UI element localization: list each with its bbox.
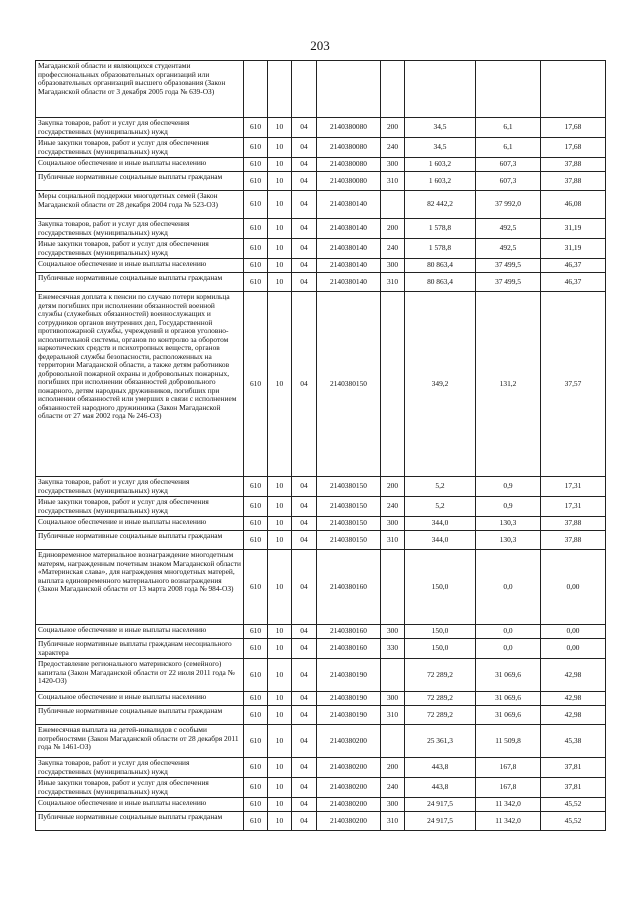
table-row bbox=[36, 477, 606, 497]
execution-percent bbox=[541, 61, 606, 118]
section-code: 10 bbox=[268, 812, 292, 831]
row-name: Социальное обеспечение и иные выплаты населению bbox=[36, 158, 244, 172]
row-name: Закупка товаров, работ и услуг для обеспечения государственных (муниципальных) нужд bbox=[36, 118, 244, 138]
admin-code: 610 bbox=[244, 497, 268, 517]
admin-code: 610 bbox=[244, 239, 268, 259]
subsection-code: 04 bbox=[292, 273, 317, 292]
executed-amount: 130,3 bbox=[476, 531, 541, 550]
row-name: Меры социальной поддержки многодетных семей (Закон Магаданской области от 28 декабря 2004 года № 523-ОЗ) bbox=[36, 191, 244, 219]
page-number: 203 bbox=[310, 38, 330, 53]
admin-code: 610 bbox=[244, 292, 268, 477]
expense-type-code: 300 bbox=[381, 517, 405, 531]
planned-amount: 443,8 bbox=[405, 758, 476, 778]
executed-amount: 167,8 bbox=[476, 778, 541, 798]
admin-code: 610 bbox=[244, 550, 268, 625]
executed-amount: 37 992,0 bbox=[476, 191, 541, 219]
planned-amount: 72 289,2 bbox=[405, 706, 476, 725]
admin-code: 610 bbox=[244, 138, 268, 158]
row-name: Публичные нормативные социальные выплаты гражданам bbox=[36, 706, 244, 725]
section-code: 10 bbox=[268, 778, 292, 798]
table-row bbox=[36, 706, 606, 725]
admin-code: 610 bbox=[244, 118, 268, 138]
table-row bbox=[36, 172, 606, 191]
execution-percent: 37,88 bbox=[541, 158, 606, 172]
target-article-code: 2140380160 bbox=[317, 639, 381, 659]
executed-amount: 31 069,6 bbox=[476, 659, 541, 692]
row-name: Социальное обеспечение и иные выплаты населению bbox=[36, 798, 244, 812]
section-code bbox=[268, 61, 292, 118]
executed-amount: 0,9 bbox=[476, 497, 541, 517]
executed-amount: 167,8 bbox=[476, 758, 541, 778]
admin-code: 610 bbox=[244, 692, 268, 706]
admin-code: 610 bbox=[244, 172, 268, 191]
planned-amount: 5,2 bbox=[405, 497, 476, 517]
table-row bbox=[36, 692, 606, 706]
execution-percent: 0,00 bbox=[541, 550, 606, 625]
subsection-code: 04 bbox=[292, 292, 317, 477]
admin-code: 610 bbox=[244, 725, 268, 758]
section-code: 10 bbox=[268, 798, 292, 812]
target-article-code: 2140380150 bbox=[317, 517, 381, 531]
execution-percent: 37,57 bbox=[541, 292, 606, 477]
planned-amount: 344,0 bbox=[405, 531, 476, 550]
target-article-code: 2140380080 bbox=[317, 172, 381, 191]
expense-type-code: 330 bbox=[381, 639, 405, 659]
row-name: Социальное обеспечение и иные выплаты населению bbox=[36, 692, 244, 706]
table-row bbox=[36, 273, 606, 292]
table-row bbox=[36, 219, 606, 239]
section-code: 10 bbox=[268, 639, 292, 659]
row-name: Иные закупки товаров, работ и услуг для обеспечения государственных (муниципальных) нужд bbox=[36, 497, 244, 517]
subsection-code: 04 bbox=[292, 172, 317, 191]
table-row bbox=[36, 239, 606, 259]
row-name: Иные закупки товаров, работ и услуг для обеспечения государственных (муниципальных) нужд bbox=[36, 778, 244, 798]
subsection-code: 04 bbox=[292, 191, 317, 219]
executed-amount: 6,1 bbox=[476, 138, 541, 158]
planned-amount: 72 289,2 bbox=[405, 692, 476, 706]
subsection-code: 04 bbox=[292, 550, 317, 625]
section-code: 10 bbox=[268, 659, 292, 692]
executed-amount: 11 342,0 bbox=[476, 798, 541, 812]
admin-code: 610 bbox=[244, 706, 268, 725]
target-article-code: 2140380140 bbox=[317, 219, 381, 239]
target-article-code: 2140380190 bbox=[317, 706, 381, 725]
planned-amount: 72 289,2 bbox=[405, 659, 476, 692]
planned-amount: 34,5 bbox=[405, 138, 476, 158]
executed-amount: 607,3 bbox=[476, 172, 541, 191]
section-code: 10 bbox=[268, 531, 292, 550]
admin-code: 610 bbox=[244, 798, 268, 812]
table-row bbox=[36, 778, 606, 798]
target-article-code: 2140380140 bbox=[317, 239, 381, 259]
row-name: Публичные нормативные социальные выплаты гражданам bbox=[36, 273, 244, 292]
expense-type-code: 300 bbox=[381, 158, 405, 172]
planned-amount: 1 603,2 bbox=[405, 158, 476, 172]
section-code: 10 bbox=[268, 239, 292, 259]
row-name: Единовременное материальное вознаграждение многодетным матерям, награжденным почетным знаком Магаданской области «Материнская слава», для награждения многодетных матерей, выплата единовременного материального вознаграждения (Закон Магаданской области от 13 марта 2008 года № 984-ОЗ) bbox=[36, 550, 244, 625]
subsection-code: 04 bbox=[292, 497, 317, 517]
target-article-code: 2140380150 bbox=[317, 292, 381, 477]
section-code: 10 bbox=[268, 138, 292, 158]
admin-code bbox=[244, 61, 268, 118]
executed-amount: 607,3 bbox=[476, 158, 541, 172]
execution-percent: 31,19 bbox=[541, 219, 606, 239]
target-article-code: 2140380080 bbox=[317, 158, 381, 172]
expense-type-code: 240 bbox=[381, 497, 405, 517]
admin-code: 610 bbox=[244, 259, 268, 273]
table-row bbox=[36, 725, 606, 758]
executed-amount: 37 499,5 bbox=[476, 259, 541, 273]
planned-amount: 5,2 bbox=[405, 477, 476, 497]
execution-percent: 37,88 bbox=[541, 517, 606, 531]
expense-type-code: 200 bbox=[381, 219, 405, 239]
expense-type-code bbox=[381, 292, 405, 477]
expense-type-code: 300 bbox=[381, 259, 405, 273]
execution-percent: 42,98 bbox=[541, 706, 606, 725]
target-article-code: 2140380200 bbox=[317, 798, 381, 812]
executed-amount: 6,1 bbox=[476, 118, 541, 138]
subsection-code bbox=[292, 61, 317, 118]
admin-code: 610 bbox=[244, 758, 268, 778]
target-article-code: 2140380160 bbox=[317, 625, 381, 639]
row-name: Ежемесячная доплата к пенсии по случаю потери кормильца детям погибших при исполнении обязанностей военной службы (служебных обязанностей) военнослужащих и сотрудников органов внутренних дел, Государственной противопожарной службы, учреждений и органов уголовно-исполнительной системы, органов по контролю за оборотом наркотических средств и психотропных веществ, органов федеральной службы безопасности, расположенных на территории Магаданской области, а также детям работников добровольной пожарной охраны и добровольных пожарных, погибших при исполнении обязанностей добровольного пожарного, детям народных дружинников, погибших при исполнении обязанностей или умерших в связи с исполнением обязанностей народного дружинника (Закон Магаданской области от 27 мая 2002 года № 246-ОЗ) bbox=[36, 292, 244, 477]
section-code: 10 bbox=[268, 477, 292, 497]
executed-amount: 0,0 bbox=[476, 639, 541, 659]
planned-amount bbox=[405, 61, 476, 118]
executed-amount: 11 342,0 bbox=[476, 812, 541, 831]
planned-amount: 80 863,4 bbox=[405, 259, 476, 273]
budget-table bbox=[35, 60, 606, 831]
section-code: 10 bbox=[268, 191, 292, 219]
planned-amount: 150,0 bbox=[405, 639, 476, 659]
table-row bbox=[36, 798, 606, 812]
section-code: 10 bbox=[268, 259, 292, 273]
planned-amount: 80 863,4 bbox=[405, 273, 476, 292]
execution-percent: 37,81 bbox=[541, 758, 606, 778]
target-article-code: 2140380190 bbox=[317, 692, 381, 706]
expense-type-code bbox=[381, 191, 405, 219]
row-name: Ежемесячная выплата на детей-инвалидов с особыми потребностями (Закон Магаданской области от 28 декабря 2011 года № 1461-ОЗ) bbox=[36, 725, 244, 758]
section-code: 10 bbox=[268, 273, 292, 292]
target-article-code: 2140380200 bbox=[317, 758, 381, 778]
execution-percent: 0,00 bbox=[541, 625, 606, 639]
target-article-code: 2140380200 bbox=[317, 725, 381, 758]
target-article-code: 2140380190 bbox=[317, 659, 381, 692]
subsection-code: 04 bbox=[292, 706, 317, 725]
executed-amount: 130,3 bbox=[476, 517, 541, 531]
admin-code: 610 bbox=[244, 531, 268, 550]
section-code: 10 bbox=[268, 550, 292, 625]
table-row bbox=[36, 138, 606, 158]
planned-amount: 443,8 bbox=[405, 778, 476, 798]
expense-type-code: 300 bbox=[381, 625, 405, 639]
execution-percent: 31,19 bbox=[541, 239, 606, 259]
planned-amount: 1 578,8 bbox=[405, 219, 476, 239]
execution-percent: 46,08 bbox=[541, 191, 606, 219]
expense-type-code: 240 bbox=[381, 239, 405, 259]
row-name: Закупка товаров, работ и услуг для обеспечения государственных (муниципальных) нужд bbox=[36, 758, 244, 778]
subsection-code: 04 bbox=[292, 158, 317, 172]
execution-percent: 37,88 bbox=[541, 531, 606, 550]
subsection-code: 04 bbox=[292, 219, 317, 239]
row-name: Предоставление регионального материнского (семейного) капитала (Закон Магаданской области от 22 июля 2011 года № 1420-ОЗ) bbox=[36, 659, 244, 692]
admin-code: 610 bbox=[244, 812, 268, 831]
row-name: Социальное обеспечение и иные выплаты населению bbox=[36, 517, 244, 531]
execution-percent: 46,37 bbox=[541, 259, 606, 273]
planned-amount: 349,2 bbox=[405, 292, 476, 477]
planned-amount: 344,0 bbox=[405, 517, 476, 531]
executed-amount: 0,0 bbox=[476, 625, 541, 639]
executed-amount: 31 069,6 bbox=[476, 706, 541, 725]
execution-percent: 17,68 bbox=[541, 118, 606, 138]
expense-type-code: 200 bbox=[381, 477, 405, 497]
section-code: 10 bbox=[268, 758, 292, 778]
target-article-code: 2140380160 bbox=[317, 550, 381, 625]
expense-type-code: 300 bbox=[381, 692, 405, 706]
section-code: 10 bbox=[268, 158, 292, 172]
target-article-code: 2140380150 bbox=[317, 497, 381, 517]
admin-code: 610 bbox=[244, 191, 268, 219]
subsection-code: 04 bbox=[292, 625, 317, 639]
admin-code: 610 bbox=[244, 517, 268, 531]
table-row bbox=[36, 191, 606, 219]
row-name: Публичные нормативные социальные выплаты гражданам bbox=[36, 531, 244, 550]
executed-amount: 131,2 bbox=[476, 292, 541, 477]
row-name: Социальное обеспечение и иные выплаты населению bbox=[36, 625, 244, 639]
section-code: 10 bbox=[268, 625, 292, 639]
execution-percent: 42,98 bbox=[541, 692, 606, 706]
table-row bbox=[36, 659, 606, 692]
target-article-code: 2140380140 bbox=[317, 259, 381, 273]
expense-type-code: 300 bbox=[381, 798, 405, 812]
section-code: 10 bbox=[268, 497, 292, 517]
row-name: Закупка товаров, работ и услуг для обеспечения государственных (муниципальных) нужд bbox=[36, 219, 244, 239]
table-row bbox=[36, 158, 606, 172]
subsection-code: 04 bbox=[292, 517, 317, 531]
execution-percent: 0,00 bbox=[541, 639, 606, 659]
table-row bbox=[36, 61, 606, 118]
section-code: 10 bbox=[268, 692, 292, 706]
section-code: 10 bbox=[268, 706, 292, 725]
table-row bbox=[36, 625, 606, 639]
expense-type-code: 310 bbox=[381, 172, 405, 191]
target-article-code: 2140380200 bbox=[317, 812, 381, 831]
admin-code: 610 bbox=[244, 158, 268, 172]
row-name: Публичные нормативные выплаты гражданам несоциального характера bbox=[36, 639, 244, 659]
executed-amount bbox=[476, 61, 541, 118]
execution-percent: 45,52 bbox=[541, 798, 606, 812]
section-code: 10 bbox=[268, 118, 292, 138]
subsection-code: 04 bbox=[292, 812, 317, 831]
execution-percent: 45,52 bbox=[541, 812, 606, 831]
expense-type-code bbox=[381, 659, 405, 692]
row-name: Публичные нормативные социальные выплаты гражданам bbox=[36, 172, 244, 191]
subsection-code: 04 bbox=[292, 692, 317, 706]
execution-percent: 46,37 bbox=[541, 273, 606, 292]
admin-code: 610 bbox=[244, 273, 268, 292]
planned-amount: 150,0 bbox=[405, 625, 476, 639]
subsection-code: 04 bbox=[292, 725, 317, 758]
executed-amount: 37 499,5 bbox=[476, 273, 541, 292]
executed-amount: 11 509,8 bbox=[476, 725, 541, 758]
subsection-code: 04 bbox=[292, 798, 317, 812]
executed-amount: 492,5 bbox=[476, 219, 541, 239]
subsection-code: 04 bbox=[292, 531, 317, 550]
subsection-code: 04 bbox=[292, 118, 317, 138]
planned-amount: 1 578,8 bbox=[405, 239, 476, 259]
section-code: 10 bbox=[268, 219, 292, 239]
target-article-code: 2140380140 bbox=[317, 273, 381, 292]
subsection-code: 04 bbox=[292, 758, 317, 778]
expense-type-code: 310 bbox=[381, 706, 405, 725]
subsection-code: 04 bbox=[292, 239, 317, 259]
row-name: Иные закупки товаров, работ и услуг для обеспечения государственных (муниципальных) нужд bbox=[36, 138, 244, 158]
target-article-code: 2140380080 bbox=[317, 138, 381, 158]
subsection-code: 04 bbox=[292, 138, 317, 158]
planned-amount: 24 917,5 bbox=[405, 812, 476, 831]
row-name: Магаданской области и являющихся студентами профессиональных образовательных организаций или образовательных организаций высшего образования (Закон Магаданской области от 3 декабря 2005 года № 639-ОЗ) bbox=[36, 61, 244, 118]
subsection-code: 04 bbox=[292, 639, 317, 659]
target-article-code: 2140380140 bbox=[317, 191, 381, 219]
admin-code: 610 bbox=[244, 778, 268, 798]
section-code: 10 bbox=[268, 292, 292, 477]
table-row bbox=[36, 292, 606, 477]
target-article-code: 2140380200 bbox=[317, 778, 381, 798]
table-row bbox=[36, 497, 606, 517]
row-name: Публичные нормативные социальные выплаты гражданам bbox=[36, 812, 244, 831]
planned-amount: 34,5 bbox=[405, 118, 476, 138]
execution-percent: 17,31 bbox=[541, 477, 606, 497]
admin-code: 610 bbox=[244, 659, 268, 692]
row-name: Закупка товаров, работ и услуг для обеспечения государственных (муниципальных) нужд bbox=[36, 477, 244, 497]
admin-code: 610 bbox=[244, 219, 268, 239]
section-code: 10 bbox=[268, 517, 292, 531]
table-row bbox=[36, 531, 606, 550]
planned-amount: 1 603,2 bbox=[405, 172, 476, 191]
executed-amount: 0,0 bbox=[476, 550, 541, 625]
target-article-code: 2140380150 bbox=[317, 477, 381, 497]
admin-code: 610 bbox=[244, 639, 268, 659]
expense-type-code bbox=[381, 61, 405, 118]
admin-code: 610 bbox=[244, 477, 268, 497]
planned-amount: 150,0 bbox=[405, 550, 476, 625]
execution-percent: 17,31 bbox=[541, 497, 606, 517]
execution-percent: 37,88 bbox=[541, 172, 606, 191]
subsection-code: 04 bbox=[292, 259, 317, 273]
table-row bbox=[36, 550, 606, 625]
table-row bbox=[36, 758, 606, 778]
expense-type-code: 240 bbox=[381, 778, 405, 798]
executed-amount: 0,9 bbox=[476, 477, 541, 497]
row-name: Иные закупки товаров, работ и услуг для обеспечения государственных (муниципальных) нужд bbox=[36, 239, 244, 259]
execution-percent: 17,68 bbox=[541, 138, 606, 158]
expense-type-code: 200 bbox=[381, 758, 405, 778]
row-name: Социальное обеспечение и иные выплаты населению bbox=[36, 259, 244, 273]
table-row bbox=[36, 517, 606, 531]
planned-amount: 25 361,3 bbox=[405, 725, 476, 758]
expense-type-code bbox=[381, 725, 405, 758]
table-row bbox=[36, 259, 606, 273]
table-row bbox=[36, 118, 606, 138]
execution-percent: 45,38 bbox=[541, 725, 606, 758]
subsection-code: 04 bbox=[292, 659, 317, 692]
execution-percent: 37,81 bbox=[541, 778, 606, 798]
executed-amount: 492,5 bbox=[476, 239, 541, 259]
execution-percent: 42,98 bbox=[541, 659, 606, 692]
target-article-code: 2140380080 bbox=[317, 118, 381, 138]
subsection-code: 04 bbox=[292, 778, 317, 798]
expense-type-code: 310 bbox=[381, 273, 405, 292]
expense-type-code bbox=[381, 550, 405, 625]
expense-type-code: 240 bbox=[381, 138, 405, 158]
admin-code: 610 bbox=[244, 625, 268, 639]
section-code: 10 bbox=[268, 725, 292, 758]
target-article-code: 2140380150 bbox=[317, 531, 381, 550]
expense-type-code: 200 bbox=[381, 118, 405, 138]
table-row bbox=[36, 812, 606, 831]
executed-amount: 31 069,6 bbox=[476, 692, 541, 706]
planned-amount: 24 917,5 bbox=[405, 798, 476, 812]
expense-type-code: 310 bbox=[381, 531, 405, 550]
expense-type-code: 310 bbox=[381, 812, 405, 831]
planned-amount: 82 442,2 bbox=[405, 191, 476, 219]
subsection-code: 04 bbox=[292, 477, 317, 497]
target-article-code bbox=[317, 61, 381, 118]
table-row bbox=[36, 639, 606, 659]
section-code: 10 bbox=[268, 172, 292, 191]
